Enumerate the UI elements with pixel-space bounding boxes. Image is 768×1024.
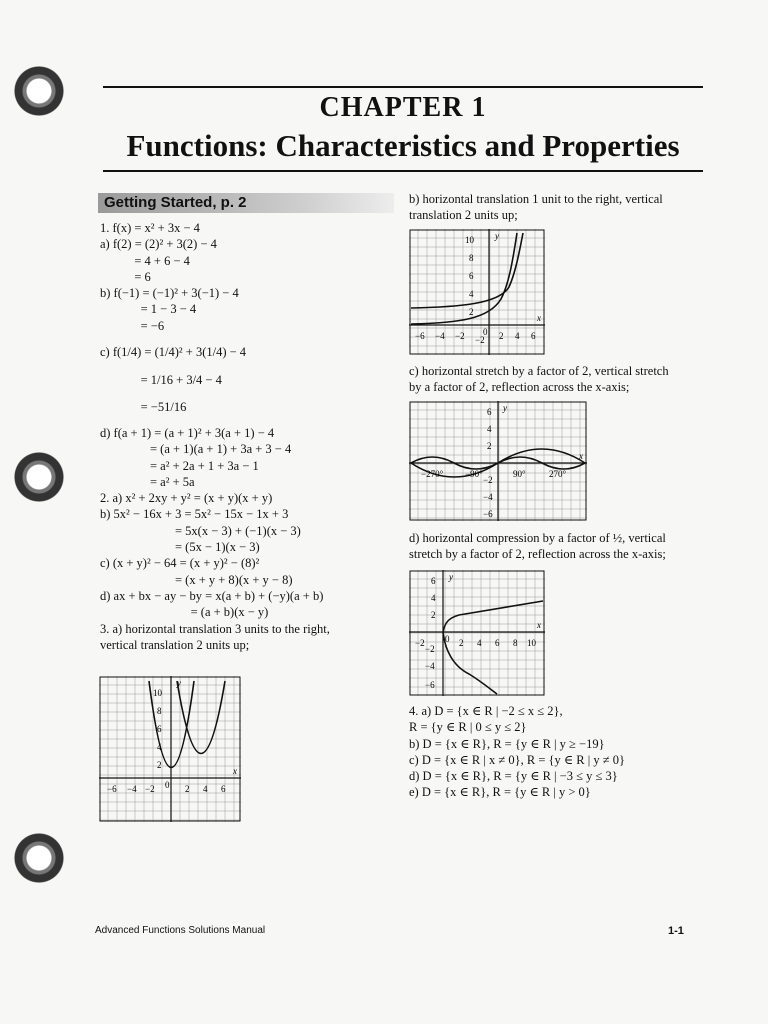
- x-tick: 6: [531, 331, 536, 341]
- sqrt-original: [443, 601, 543, 632]
- y-tick: −2: [425, 644, 435, 654]
- x-tick: 8: [513, 638, 518, 648]
- x-tick: −270°: [421, 469, 444, 479]
- text-line: d) ax + bx − ay − by = x(a + b) + (−y)(a + b): [100, 588, 324, 603]
- text-line: e) D = {x ∈ R}, R = {y ∈ R | y > 0}: [409, 785, 591, 800]
- right-block-4: [409, 703, 709, 801]
- x-tick: −2: [145, 784, 155, 794]
- text-line: = (x + y + 8)(x + y − 8): [100, 572, 293, 587]
- text-line: = 5x(x − 3) + (−1)(x − 3): [100, 523, 301, 538]
- section-header: Getting Started, p. 2: [98, 193, 394, 213]
- x-tick: 6: [221, 784, 226, 794]
- binder-hole-bottom: [14, 833, 64, 883]
- right-block-b: [409, 191, 709, 224]
- y-tick: −6: [483, 509, 493, 519]
- text-line: c) D = {x ∈ R | x ≠ 0}, R = {y ∈ R | y ≠ 0}: [409, 752, 625, 767]
- text-line: = 1 − 3 − 4: [100, 302, 197, 317]
- x-tick: −6: [107, 784, 117, 794]
- footer-book-title: Advanced Functions Solutions Manual: [95, 925, 266, 936]
- x-tick: 0: [165, 780, 170, 790]
- y-tick: 6: [487, 407, 492, 417]
- graph-3b: [409, 229, 545, 355]
- text-line: stretch by a factor of 2, reflection across the x-axis;: [409, 547, 666, 562]
- text-line: c) (x + y)² − 64 = (x + y)² − (8)²: [100, 556, 260, 571]
- title-rule: [103, 170, 703, 172]
- text-line: R = {y ∈ R | 0 ≤ y ≤ 2}: [409, 720, 527, 735]
- x-axis-label: x: [537, 313, 541, 323]
- x-tick: −4: [127, 784, 137, 794]
- x-tick: 4: [477, 638, 482, 648]
- parabola-translated: [177, 681, 225, 754]
- sqrt-transformed: [443, 632, 497, 694]
- text-line: = (a + b)(x − y): [100, 605, 269, 620]
- right-block-c: [409, 363, 709, 396]
- text-line: d) f(a + 1) = (a + 1)² + 3(a + 1) − 4: [100, 425, 275, 440]
- x-tick: 0: [445, 634, 450, 644]
- text-line: = −6: [100, 318, 165, 333]
- x-tick: 90°: [513, 469, 526, 479]
- y-tick: 4: [431, 593, 436, 603]
- chapter-label: CHAPTER 1: [319, 92, 487, 123]
- x-tick: −4: [435, 331, 445, 341]
- y-tick: 8: [469, 253, 474, 263]
- x-tick: 4: [203, 784, 208, 794]
- y-axis-label: y: [503, 403, 507, 413]
- x-tick: 6: [495, 638, 500, 648]
- y-tick: 6: [157, 724, 162, 734]
- y-tick: 2: [469, 307, 474, 317]
- x-tick: 0: [483, 327, 488, 337]
- y-tick: 6: [469, 271, 474, 281]
- text-line: 1. f(x) = x² + 3x − 4: [100, 221, 200, 235]
- y-tick: −2: [483, 475, 493, 485]
- chapter-title: Functions: Characteristics and Properties: [126, 128, 680, 163]
- y-tick: −4: [425, 661, 435, 671]
- graph-3a: [99, 676, 241, 822]
- text-line: b) 5x² − 16x + 3 = 5x² − 15x − 1x + 3: [100, 507, 289, 522]
- y-tick: 8: [157, 706, 162, 716]
- text-line: a) f(2) = (2)² + 3(2) − 4: [100, 237, 217, 252]
- text-line: vertical translation 2 units up;: [100, 637, 250, 652]
- text-line: = 1/16 + 3/4 − 4: [100, 373, 222, 388]
- y-tick: 2: [157, 760, 162, 770]
- text-line: c) horizontal stretch by a factor of 2, vertical stretch: [409, 364, 669, 378]
- y-tick: −6: [425, 680, 435, 690]
- x-tick: 4: [515, 331, 520, 341]
- x-tick: 2: [185, 784, 190, 794]
- y-tick: −4: [483, 492, 493, 502]
- y-axis-label: y: [449, 572, 453, 582]
- right-block-d: [409, 530, 709, 563]
- y-tick: 4: [487, 424, 492, 434]
- x-tick: −2: [415, 638, 425, 648]
- text-line: = a² + 5a: [100, 474, 195, 489]
- left-column: [100, 220, 400, 653]
- x-tick: 2: [499, 331, 504, 341]
- y-tick: 4: [157, 742, 162, 752]
- text-line: = −51/16: [100, 399, 187, 414]
- text-line: 4. a) D = {x ∈ R | −2 ≤ x ≤ 2},: [409, 704, 563, 718]
- text-line: d) D = {x ∈ R}, R = {y ∈ R | −3 ≤ y ≤ 3}: [409, 769, 618, 784]
- text-line: = (a + 1)(a + 1) + 3a + 3 − 4: [100, 442, 292, 457]
- text-line: 3. a) horizontal translation 3 units to the right,: [100, 621, 330, 636]
- y-axis-label: y: [495, 231, 499, 241]
- x-tick: 2: [459, 638, 464, 648]
- y-tick: 2: [431, 610, 436, 620]
- text-line: 2. a) x² + 2xy + y² = (x + y)(x + y): [100, 491, 273, 506]
- binder-hole-top: [14, 66, 64, 116]
- text-line: b) f(−1) = (−1)² + 3(−1) − 4: [100, 286, 239, 301]
- y-tick: 10: [465, 235, 474, 245]
- text-line: by a factor of 2, reflection across the x-axis;: [409, 380, 630, 395]
- x-tick: −6: [415, 331, 425, 341]
- graph-3d: [409, 570, 545, 696]
- x-axis-label: x: [233, 766, 237, 776]
- x-axis-label: x: [537, 620, 541, 630]
- y-axis-label: y: [177, 678, 181, 688]
- text-line: = a² + 2a + 1 + 3a − 1: [100, 458, 259, 473]
- y-tick: −2: [475, 335, 485, 345]
- text-line: = 4 + 6 − 4: [100, 253, 190, 268]
- x-tick: 270°: [549, 469, 567, 479]
- text-line: d) horizontal compression by a factor of ½, vertical: [409, 531, 666, 545]
- grid: [99, 676, 241, 822]
- x-tick: −90°: [465, 469, 483, 479]
- text-line: = 6: [100, 269, 151, 284]
- footer-page-number: 1-1: [668, 925, 684, 937]
- text-line: b) horizontal translation 1 unit to the right, vertical: [409, 192, 663, 206]
- text-line: translation 2 units up;: [409, 208, 518, 223]
- x-axis-label: x: [579, 451, 583, 461]
- x-tick: 10: [527, 638, 536, 648]
- text-line: = (5x − 1)(x − 3): [100, 540, 260, 555]
- y-tick: 6: [431, 576, 436, 586]
- y-tick: 4: [469, 289, 474, 299]
- top-rule: [103, 86, 703, 88]
- x-tick: −2: [455, 331, 465, 341]
- text-line: c) f(1/4) = (1/4)² + 3(1/4) − 4: [100, 345, 247, 360]
- y-tick: 10: [153, 688, 162, 698]
- text-line: b) D = {x ∈ R}, R = {y ∈ R | y ≥ −19}: [409, 736, 605, 751]
- binder-hole-middle: [14, 452, 64, 502]
- y-tick: 2: [487, 441, 492, 451]
- graph-3c: [409, 401, 587, 521]
